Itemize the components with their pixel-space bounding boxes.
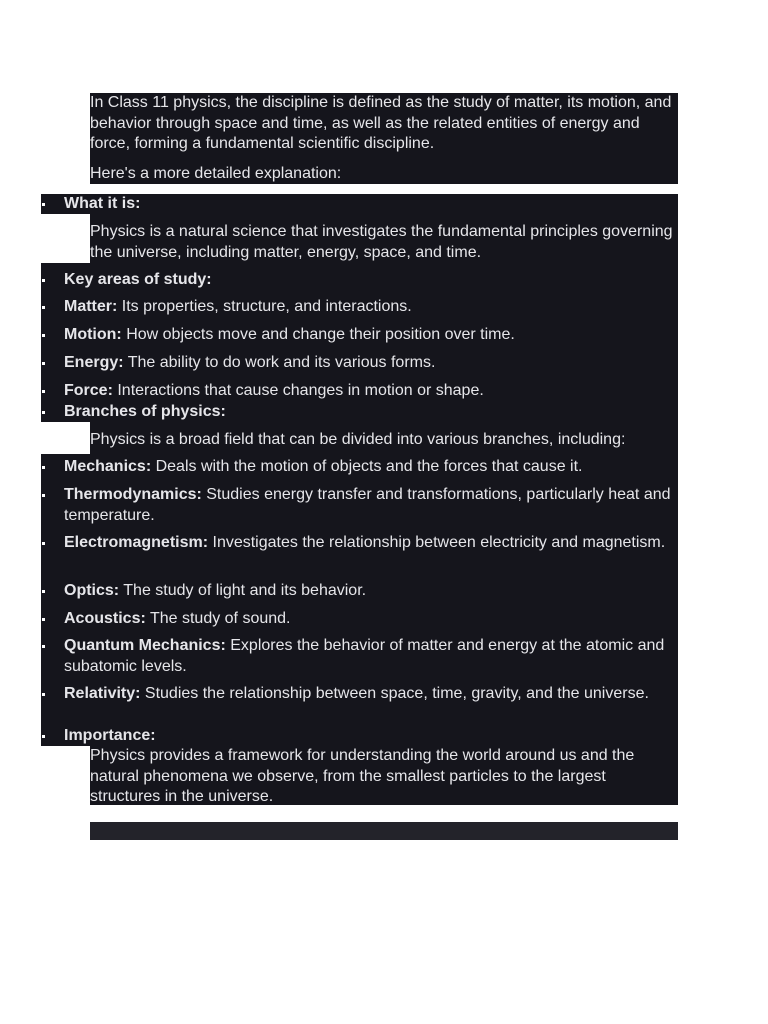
- list-item-mechanics: [41, 454, 678, 482]
- intro-paragraph: In Class 11 physics, the discipline is defined as the study of matter, its motion, and behavior through space and time, as well as the related entities of energy and force, forming a fundamental scientific discipline.: [90, 93, 678, 153]
- term-label: Optics:: [64, 582, 120, 599]
- term-description: The ability to do work and its various forms.: [123, 354, 436, 371]
- term-label: Electromagnetism:: [64, 534, 209, 551]
- term-description: How objects move and change their position over time.: [121, 326, 515, 343]
- term-label: Importance:: [64, 727, 156, 744]
- bullet-icon: [42, 203, 45, 206]
- bullet-icon: [42, 306, 45, 309]
- term-description: Studies energy transfer and transformations, particularly heat and temperature.: [64, 486, 671, 524]
- term-label: Energy:: [64, 354, 124, 371]
- term-label: Quantum Mechanics:: [64, 637, 226, 654]
- list-item-force: [41, 378, 678, 402]
- term-description: Deals with the motion of objects and the forces that cause it.: [151, 458, 583, 475]
- list-item-acoustics: [41, 606, 678, 633]
- bullet-icon: [42, 645, 45, 648]
- bullet-icon: [42, 466, 45, 469]
- term-label: Mechanics:: [64, 458, 152, 475]
- term-description: Its properties, structure, and interactions.: [117, 298, 412, 315]
- what-it-is-paragraph: Physics is a natural science that investigates the fundamental principles governing the universe, including matter, energy, space, and time.: [90, 214, 678, 263]
- term-label: Acoustics:: [64, 610, 146, 627]
- bullet-icon: [42, 334, 45, 337]
- bottom-divider-bar: [90, 822, 678, 840]
- list-item-electromagnetism: [41, 530, 678, 578]
- list-item-key-areas: [41, 263, 678, 294]
- term-label: Key areas of study:: [64, 271, 212, 288]
- list-item-branches: [41, 402, 678, 422]
- list-item-quantum-mechanics: [41, 633, 678, 681]
- bullet-icon: [42, 279, 45, 282]
- list-item-motion: [41, 322, 678, 350]
- term-description: Explores the behavior of matter and energy at the atomic and subatomic levels.: [64, 637, 665, 675]
- list-item-what-it-is: [41, 194, 678, 214]
- term-label: What it is:: [64, 195, 141, 212]
- term-label: Motion:: [64, 326, 122, 343]
- bullet-icon: [42, 693, 45, 696]
- list-item-thermodynamics: [41, 482, 678, 530]
- bullet-icon: [42, 590, 45, 593]
- term-description: The study of sound.: [145, 610, 291, 627]
- term-label: Relativity:: [64, 685, 141, 702]
- term-description: Investigates the relationship between electricity and magnetism.: [208, 534, 666, 551]
- term-label: Force:: [64, 382, 113, 399]
- list-item-energy: [41, 350, 678, 378]
- term-label: Matter:: [64, 298, 118, 315]
- list-item-matter: [41, 294, 678, 322]
- term-description: Studies the relationship between space, time, gravity, and the universe.: [140, 685, 649, 702]
- bullet-icon: [42, 390, 45, 393]
- branches-intro-paragraph: Physics is a broad field that can be divided into various branches, including:: [90, 422, 678, 454]
- list-item-relativity: [41, 681, 678, 726]
- bullet-icon: [42, 542, 45, 545]
- importance-paragraph: Physics provides a framework for understanding the world around us and the natural phenomena we observe, from the smallest particles to the largest structures in the universe.: [90, 746, 678, 805]
- bullet-icon: [42, 735, 45, 738]
- bullet-icon: [42, 618, 45, 621]
- bullet-icon: [42, 362, 45, 365]
- term-description: Interactions that cause changes in motion or shape.: [112, 382, 484, 399]
- term-label: Branches of physics:: [64, 403, 226, 420]
- detail-lead-paragraph: Here's a more detailed explanation:: [90, 153, 678, 184]
- list-item-importance: [41, 726, 678, 746]
- list-item-optics: [41, 578, 678, 606]
- bullet-icon: [42, 494, 45, 497]
- term-label: Thermodynamics:: [64, 486, 202, 503]
- term-description: The study of light and its behavior.: [119, 582, 367, 599]
- bullet-icon: [42, 411, 45, 414]
